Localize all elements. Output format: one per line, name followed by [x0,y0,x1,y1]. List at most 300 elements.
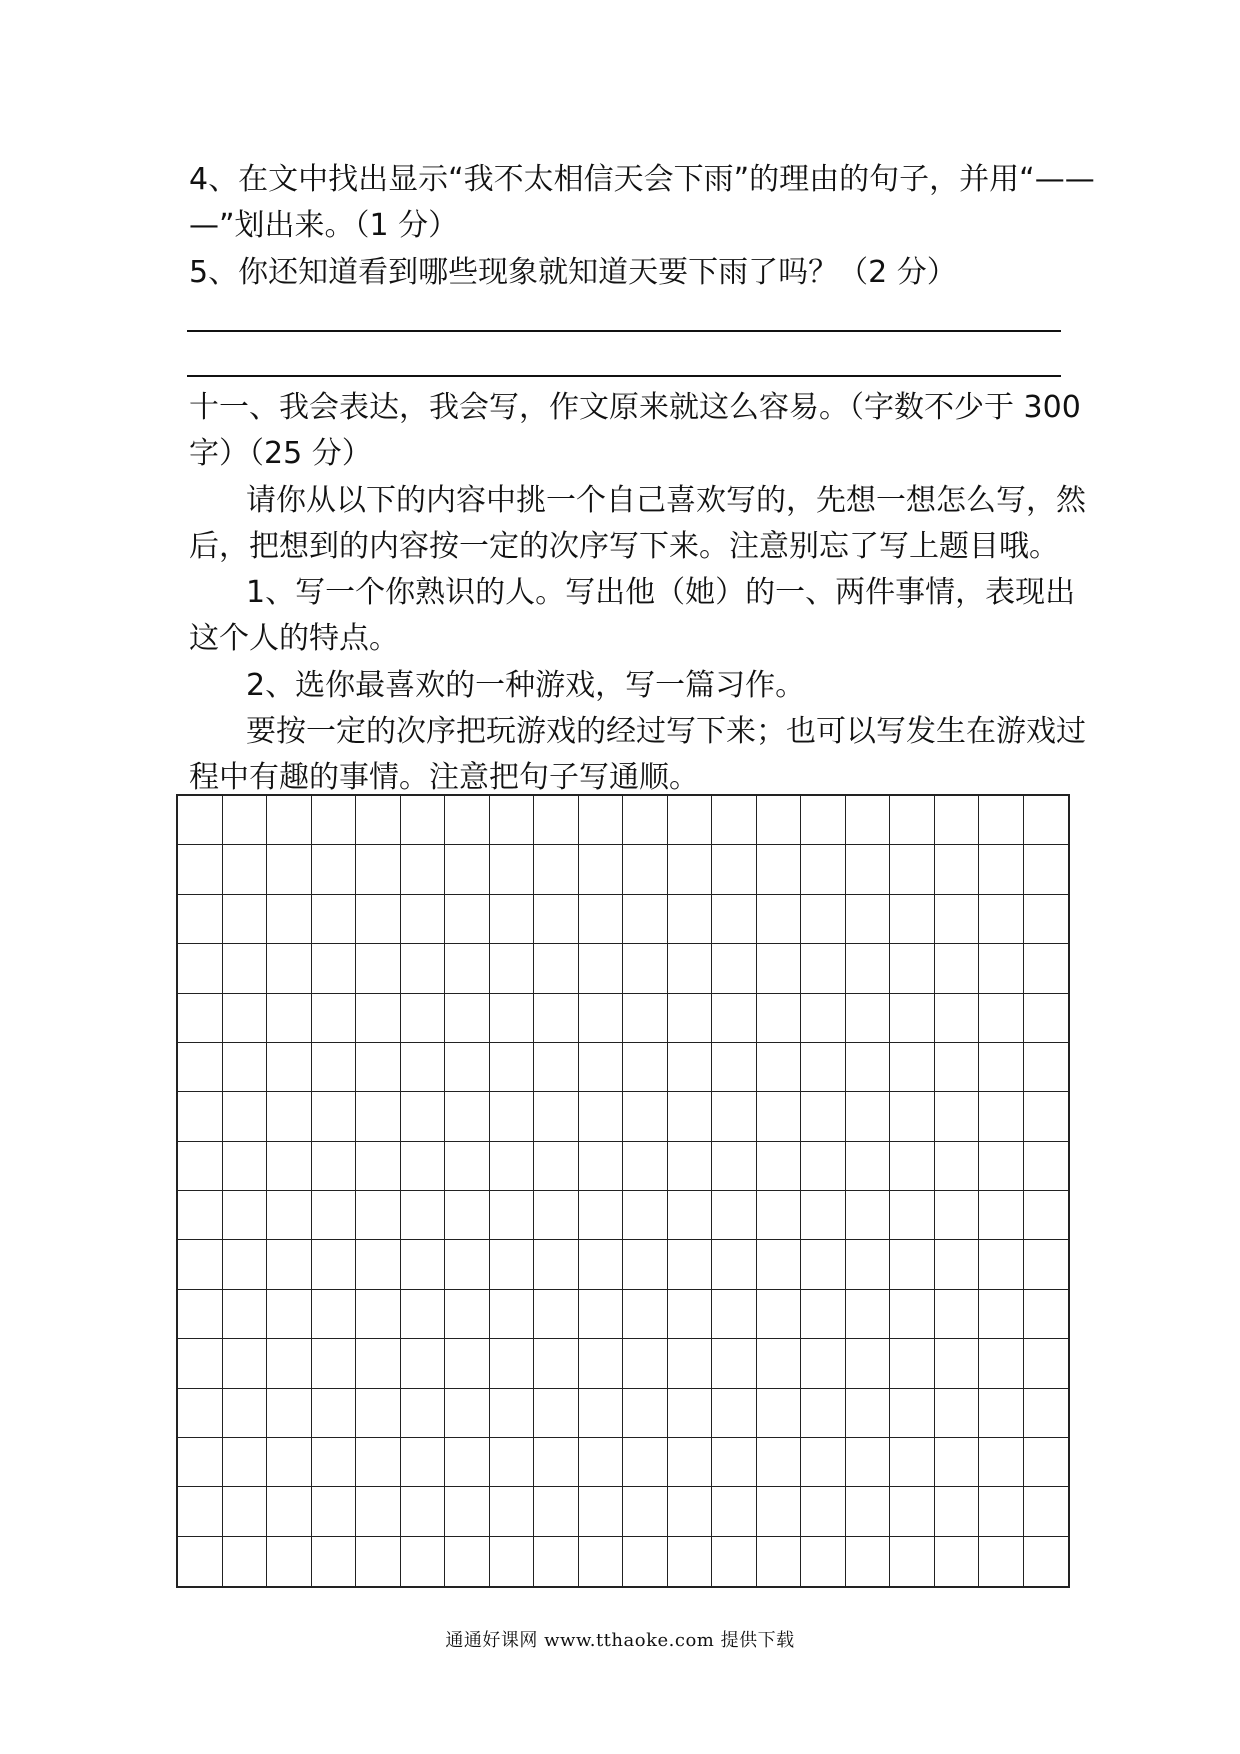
grid-cell [935,1092,980,1141]
grid-cell [935,1389,980,1438]
grid-cell [1024,895,1069,944]
grid-cell [1024,994,1069,1043]
grid-cell [490,1389,535,1438]
grid-cell [935,895,980,944]
grid-cell [579,1389,624,1438]
grid-cell [935,1142,980,1191]
grid-cell [623,895,668,944]
grid-cell [1024,1240,1069,1289]
grid-cell [312,796,357,845]
grid-cell [757,1043,802,1092]
grid-cell [1024,1043,1069,1092]
grid-cell [757,994,802,1043]
grid-cell [534,1389,579,1438]
grid-cell [623,1339,668,1388]
grid-cell [623,1487,668,1536]
grid-cell [979,1339,1024,1388]
grid-cell [490,796,535,845]
grid-cell [445,1438,490,1487]
grid-cell [356,1142,401,1191]
grid-cell [623,1389,668,1438]
grid-cell [757,1339,802,1388]
grid-cell [534,994,579,1043]
composition-note-line-2: 程中有趣的事情。注意把句子写通顺。 [189,760,699,795]
grid-cell [445,845,490,894]
grid-cell [623,1290,668,1339]
grid-cell [312,1043,357,1092]
grid-cell [757,845,802,894]
grid-cell [979,1142,1024,1191]
grid-cell [1024,845,1069,894]
grid-cell [401,994,446,1043]
grid-cell [178,796,223,845]
grid-cell [178,1290,223,1339]
grid-cell [846,845,891,894]
grid-cell [712,1537,757,1586]
grid-cell [935,1043,980,1092]
grid-cell [579,1043,624,1092]
grid-cell [401,1240,446,1289]
grid-cell [712,1389,757,1438]
grid-cell [490,1240,535,1289]
grid-cell [846,1339,891,1388]
grid-cell [668,1142,713,1191]
grid-cell [890,1487,935,1536]
grid-cell [935,1191,980,1240]
grid-cell [1024,1191,1069,1240]
grid-cell [356,796,401,845]
grid-cell [712,994,757,1043]
grid-cell [890,1142,935,1191]
grid-cell [757,1142,802,1191]
grid-cell [801,944,846,993]
grid-cell [579,994,624,1043]
grid-cell [534,1290,579,1339]
grid-cell [223,1339,268,1388]
grid-cell [979,1043,1024,1092]
grid-cell [890,1537,935,1586]
grid-cell [312,1240,357,1289]
grid-cell [178,895,223,944]
grid-cell [223,1043,268,1092]
grid-cell [979,1487,1024,1536]
grid-cell [623,1092,668,1141]
grid-cell [935,1537,980,1586]
grid-cell [846,1240,891,1289]
grid-cell [801,1191,846,1240]
grid-cell [668,796,713,845]
grid-cell [445,895,490,944]
grid-cell [490,1092,535,1141]
grid-cell [178,994,223,1043]
grid-cell [846,1290,891,1339]
grid-cell [935,1290,980,1339]
grid-cell [801,1487,846,1536]
grid-cell [534,1092,579,1141]
grid-cell [890,1438,935,1487]
grid-cell [312,1191,357,1240]
grid-cell [712,944,757,993]
grid-cell [356,1043,401,1092]
grid-cell [356,1339,401,1388]
grid-cell [401,1389,446,1438]
grid-cell [223,1537,268,1586]
grid-cell [223,1487,268,1536]
grid-cell [401,1290,446,1339]
grid-cell [623,1142,668,1191]
grid-cell [178,1537,223,1586]
grid-cell [979,1191,1024,1240]
grid-cell [623,1537,668,1586]
grid-cell [757,1191,802,1240]
grid-cell [267,1487,312,1536]
grid-cell [490,1339,535,1388]
grid-cell [579,1240,624,1289]
grid-cell [267,994,312,1043]
grid-cell [668,1438,713,1487]
grid-cell [712,1092,757,1141]
grid-cell [668,1290,713,1339]
grid-cell [534,944,579,993]
composition-intro-line-1: 请你从以下的内容中挑一个自己喜欢写的，先想一想怎么写，然 [246,483,1086,518]
grid-cell [312,1290,357,1339]
grid-cell [312,1487,357,1536]
grid-cell [178,1043,223,1092]
grid-cell [534,1191,579,1240]
grid-cell [979,1389,1024,1438]
grid-cell [178,1438,223,1487]
grid-cell [445,1043,490,1092]
grid-cell [668,1537,713,1586]
grid-cell [890,1389,935,1438]
grid-cell [1024,1142,1069,1191]
grid-cell [445,1240,490,1289]
grid-cell [490,1142,535,1191]
grid-cell [801,1043,846,1092]
grid-cell [267,944,312,993]
grid-cell [846,895,891,944]
grid-cell [890,895,935,944]
grid-cell [223,1290,268,1339]
grid-cell [356,1537,401,1586]
grid-cell [223,1389,268,1438]
grid-cell [356,944,401,993]
grid-cell [534,1043,579,1092]
grid-cell [178,1389,223,1438]
grid-cell [579,1092,624,1141]
answer-line-2 [187,375,1061,377]
grid-cell [846,1191,891,1240]
grid-cell [979,845,1024,894]
grid-cell [668,1191,713,1240]
grid-cell [846,944,891,993]
grid-cell [401,1191,446,1240]
grid-cell [401,944,446,993]
grid-cell [890,1092,935,1141]
grid-cell [356,845,401,894]
grid-cell [712,1142,757,1191]
grid-cell [579,1191,624,1240]
grid-cell [846,1537,891,1586]
grid-cell [401,796,446,845]
grid-cell [1024,944,1069,993]
grid-cell [490,1043,535,1092]
grid-cell [312,1092,357,1141]
grid-cell [579,796,624,845]
grid-cell [178,1142,223,1191]
grid-cell [846,796,891,845]
grid-cell [623,845,668,894]
grid-cell [401,1043,446,1092]
grid-cell [445,1537,490,1586]
grid-cell [668,895,713,944]
grid-cell [445,1487,490,1536]
grid-cell [668,1092,713,1141]
grid-cell [979,1438,1024,1487]
question-4-line-1: 4、在文中找出显示“我不太相信天会下雨”的理由的句子，并用“—— [189,162,1095,197]
grid-cell [757,1240,802,1289]
grid-cell [935,796,980,845]
grid-cell [712,1240,757,1289]
grid-cell [579,944,624,993]
grid-cell [712,1043,757,1092]
grid-cell [267,1290,312,1339]
grid-cell [935,1487,980,1536]
grid-cell [1024,1438,1069,1487]
grid-cell [801,895,846,944]
grid-cell [490,944,535,993]
grid-cell [534,1487,579,1536]
question-4-line-2: —”划出来。（1 分） [189,208,459,243]
grid-cell [846,1438,891,1487]
writing-grid [176,794,1070,1588]
grid-cell [267,1191,312,1240]
grid-cell [178,1191,223,1240]
grid-cell [178,1339,223,1388]
grid-cell [356,1092,401,1141]
grid-cell [579,1142,624,1191]
grid-cell [223,1142,268,1191]
grid-cell [801,1290,846,1339]
grid-cell [979,1240,1024,1289]
grid-cell [445,944,490,993]
grid-cell [312,845,357,894]
grid-cell [801,1438,846,1487]
grid-cell [757,1290,802,1339]
grid-cell [534,1142,579,1191]
grid-cell [223,845,268,894]
grid-cell [534,796,579,845]
grid-cell [712,1290,757,1339]
grid-cell [890,1043,935,1092]
grid-cell [935,1240,980,1289]
grid-cell [1024,1092,1069,1141]
grid-cell [490,845,535,894]
grid-cell [846,1487,891,1536]
grid-cell [267,1537,312,1586]
grid-cell [801,1389,846,1438]
grid-cell [490,1290,535,1339]
grid-cell [846,1389,891,1438]
grid-cell [312,1438,357,1487]
grid-cell [979,994,1024,1043]
grid-cell [223,1191,268,1240]
grid-cell [490,1537,535,1586]
grid-cell [445,1339,490,1388]
grid-cell [579,1537,624,1586]
composition-option-1-line-2: 这个人的特点。 [189,621,399,656]
question-5: 5、你还知道看到哪些现象就知道天要下雨了吗？（2 分） [189,255,957,290]
grid-cell [490,994,535,1043]
grid-cell [890,1191,935,1240]
composition-intro-line-2: 后，把想到的内容按一定的次序写下来。注意别忘了写上题目哦。 [189,529,1059,564]
grid-cell [267,845,312,894]
grid-cell [757,1438,802,1487]
grid-cell [401,845,446,894]
grid-cell [890,944,935,993]
grid-cell [757,1487,802,1536]
grid-cell [801,845,846,894]
grid-cell [668,1339,713,1388]
grid-cell [846,994,891,1043]
footer-source: 通通好课网 www.tthaoke.com 提供下载 [445,1630,795,1651]
grid-cell [401,1487,446,1536]
grid-cell [623,1240,668,1289]
grid-cell [890,994,935,1043]
grid-cell [267,895,312,944]
grid-cell [757,895,802,944]
grid-cell [267,1142,312,1191]
grid-cell [757,796,802,845]
grid-cell [534,895,579,944]
grid-cell [579,1290,624,1339]
grid-cell [401,1537,446,1586]
composition-heading-line-1: 十一、我会表达，我会写，作文原来就这么容易。（字数不少于 300 [189,390,1081,425]
grid-cell [267,1240,312,1289]
grid-cell [356,1389,401,1438]
grid-cell [668,994,713,1043]
grid-cell [401,1339,446,1388]
grid-cell [445,994,490,1043]
grid-cell [579,1487,624,1536]
grid-cell [623,994,668,1043]
grid-cell [223,1092,268,1141]
grid-cell [890,796,935,845]
grid-cell [312,1142,357,1191]
grid-cell [178,1487,223,1536]
grid-cell [445,1191,490,1240]
grid-cell [223,1240,268,1289]
grid-cell [312,994,357,1043]
grid-cell [623,1438,668,1487]
grid-cell [979,1537,1024,1586]
grid-cell [623,1191,668,1240]
grid-cell [890,1240,935,1289]
grid-cell [356,1191,401,1240]
grid-cell [178,1240,223,1289]
grid-cell [712,1487,757,1536]
grid-cell [668,944,713,993]
grid-cell [979,895,1024,944]
grid-cell [801,796,846,845]
grid-cell [979,1092,1024,1141]
composition-option-2: 2、选你最喜欢的一种游戏，写一篇习作。 [246,668,806,703]
composition-note-line-1: 要按一定的次序把玩游戏的经过写下来；也可以写发生在游戏过 [246,714,1086,749]
grid-cell [490,1487,535,1536]
grid-cell [979,1290,1024,1339]
grid-cell [534,1240,579,1289]
grid-cell [312,1537,357,1586]
grid-cell [401,1092,446,1141]
grid-cell [534,1438,579,1487]
grid-cell [1024,1487,1069,1536]
grid-cell [846,1092,891,1141]
grid-cell [935,994,980,1043]
grid-cell [579,1339,624,1388]
grid-cell [668,845,713,894]
grid-cell [267,1043,312,1092]
grid-cell [623,944,668,993]
grid-cell [312,1339,357,1388]
grid-cell [356,994,401,1043]
grid-cell [1024,1339,1069,1388]
grid-cell [579,1438,624,1487]
grid-cell [267,1092,312,1141]
grid-cell [1024,796,1069,845]
grid-cell [712,796,757,845]
grid-cell [490,895,535,944]
grid-cell [579,895,624,944]
grid-cell [890,1339,935,1388]
grid-cell [623,796,668,845]
grid-cell [712,1438,757,1487]
grid-cell [712,1339,757,1388]
grid-cell [757,1537,802,1586]
grid-cell [401,895,446,944]
grid-cell [579,845,624,894]
grid-cell [445,1142,490,1191]
grid-cell [935,845,980,894]
grid-cell [801,1092,846,1141]
grid-cell [312,1389,357,1438]
grid-cell [757,944,802,993]
grid-cell [356,1290,401,1339]
grid-cell [846,1142,891,1191]
grid-cell [623,1043,668,1092]
grid-cell [267,1438,312,1487]
grid-cell [668,1389,713,1438]
grid-cell [356,1438,401,1487]
grid-cell [223,895,268,944]
grid-cell [757,1389,802,1438]
composition-option-1-line-1: 1、写一个你熟识的人。写出他（她）的一、两件事情，表现出 [246,575,1076,610]
grid-cell [223,994,268,1043]
grid-cell [712,895,757,944]
grid-cell [668,1487,713,1536]
grid-cell [267,1389,312,1438]
grid-cell [267,1339,312,1388]
grid-cell [801,994,846,1043]
grid-cell [534,845,579,894]
grid-cell [979,944,1024,993]
grid-cell [178,1092,223,1141]
composition-heading-line-2: 字）（25 分） [189,436,372,471]
grid-cell [1024,1537,1069,1586]
grid-cell [445,1290,490,1339]
grid-cell [267,796,312,845]
grid-cell [401,1142,446,1191]
grid-cell [490,1438,535,1487]
